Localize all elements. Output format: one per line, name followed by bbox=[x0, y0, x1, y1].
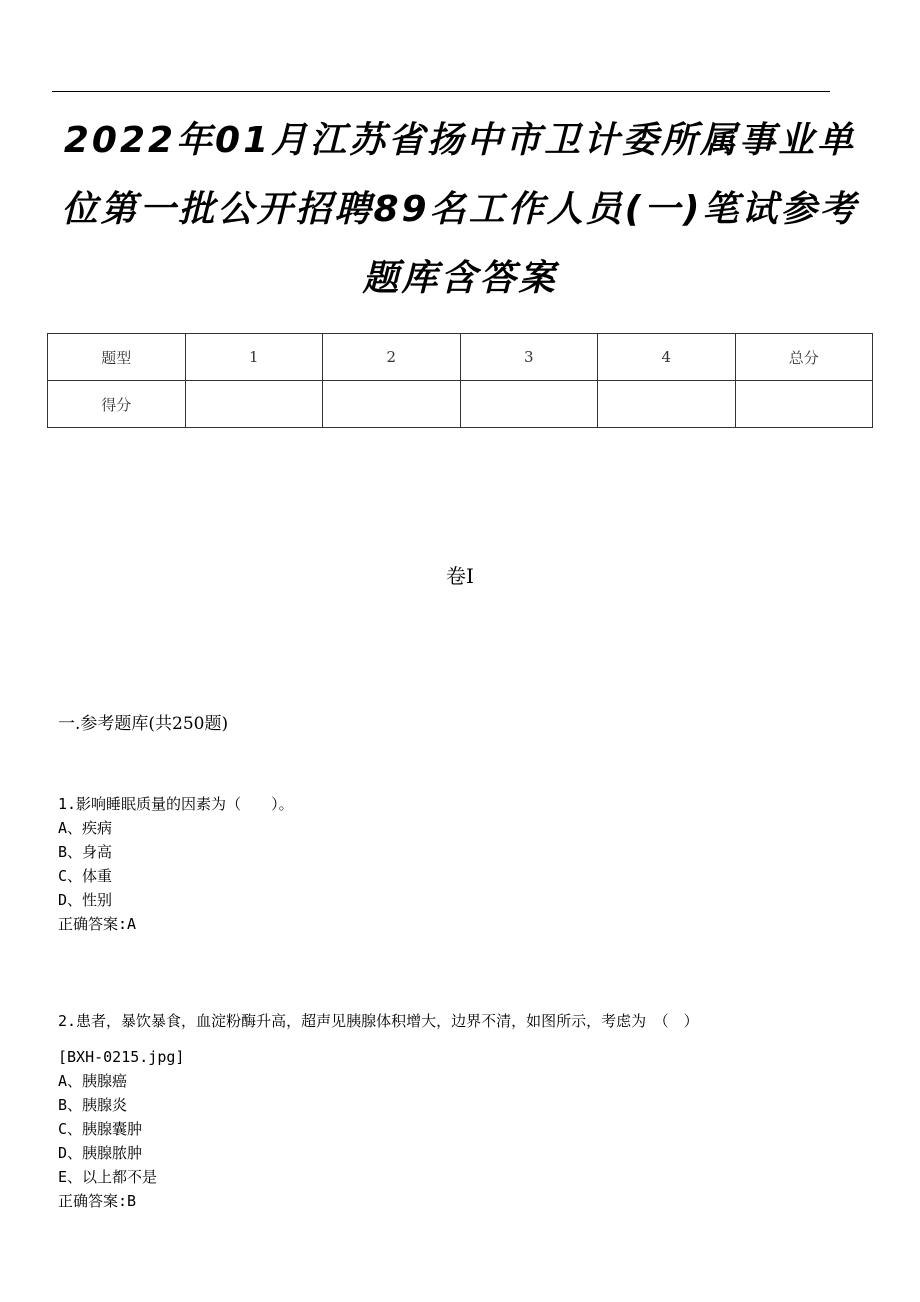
score-table-header-cell: 4 bbox=[598, 334, 736, 381]
question-1 bbox=[58, 792, 294, 936]
answer-option-c: C、体重 bbox=[58, 867, 113, 885]
answer-option-c: C、胰腺囊肿 bbox=[58, 1120, 143, 1138]
section-heading: 一.参考题库(共250题) bbox=[58, 714, 229, 734]
answer-option-b: B、胰腺炎 bbox=[58, 1096, 128, 1114]
question-stem: 2.患者，暴饮暴食，血淀粉酶升高，超声见胰腺体积增大，边界不清，如图所示，考虑为 （ ） bbox=[58, 1012, 699, 1030]
correct-answer: 正确答案:A bbox=[58, 915, 137, 933]
score-table-header-cell: 题型 bbox=[48, 334, 186, 381]
score-table-header-row bbox=[48, 334, 873, 381]
score-cell bbox=[735, 381, 873, 428]
answer-option-d: D、胰腺脓肿 bbox=[58, 1144, 143, 1162]
correct-answer: 正确答案:B bbox=[58, 1192, 137, 1210]
score-table-score-row bbox=[48, 381, 873, 428]
answer-option-a: A、胰腺癌 bbox=[58, 1072, 128, 1090]
document-title: 2022年01月江苏省扬中市卫计委所属事业单位第一批公开招聘89名工作人员(一)笔试参考题库含答案 bbox=[61, 120, 859, 299]
question-stem: 1.影响睡眠质量的因素为（ ）。 bbox=[58, 795, 294, 813]
answer-option-a: A、疾病 bbox=[58, 819, 113, 837]
question-2 bbox=[58, 1009, 699, 1213]
score-cell bbox=[185, 381, 323, 428]
header-rule bbox=[52, 91, 830, 92]
score-table bbox=[47, 333, 873, 428]
answer-option-b: B、身高 bbox=[58, 843, 113, 861]
volume-label: 卷I bbox=[446, 564, 474, 588]
score-cell bbox=[460, 381, 598, 428]
score-table-header-cell: 3 bbox=[460, 334, 598, 381]
score-cell bbox=[323, 381, 461, 428]
answer-option-d: D、性别 bbox=[58, 891, 113, 909]
score-cell bbox=[598, 381, 736, 428]
image-reference: [BXH-0215.jpg] bbox=[58, 1048, 185, 1066]
score-table-header-cell: 2 bbox=[323, 334, 461, 381]
score-table-row-label: 得分 bbox=[48, 381, 186, 428]
score-table-header-cell: 总分 bbox=[735, 334, 873, 381]
answer-option-e: E、以上都不是 bbox=[58, 1168, 158, 1186]
score-table-header-cell: 1 bbox=[185, 334, 323, 381]
